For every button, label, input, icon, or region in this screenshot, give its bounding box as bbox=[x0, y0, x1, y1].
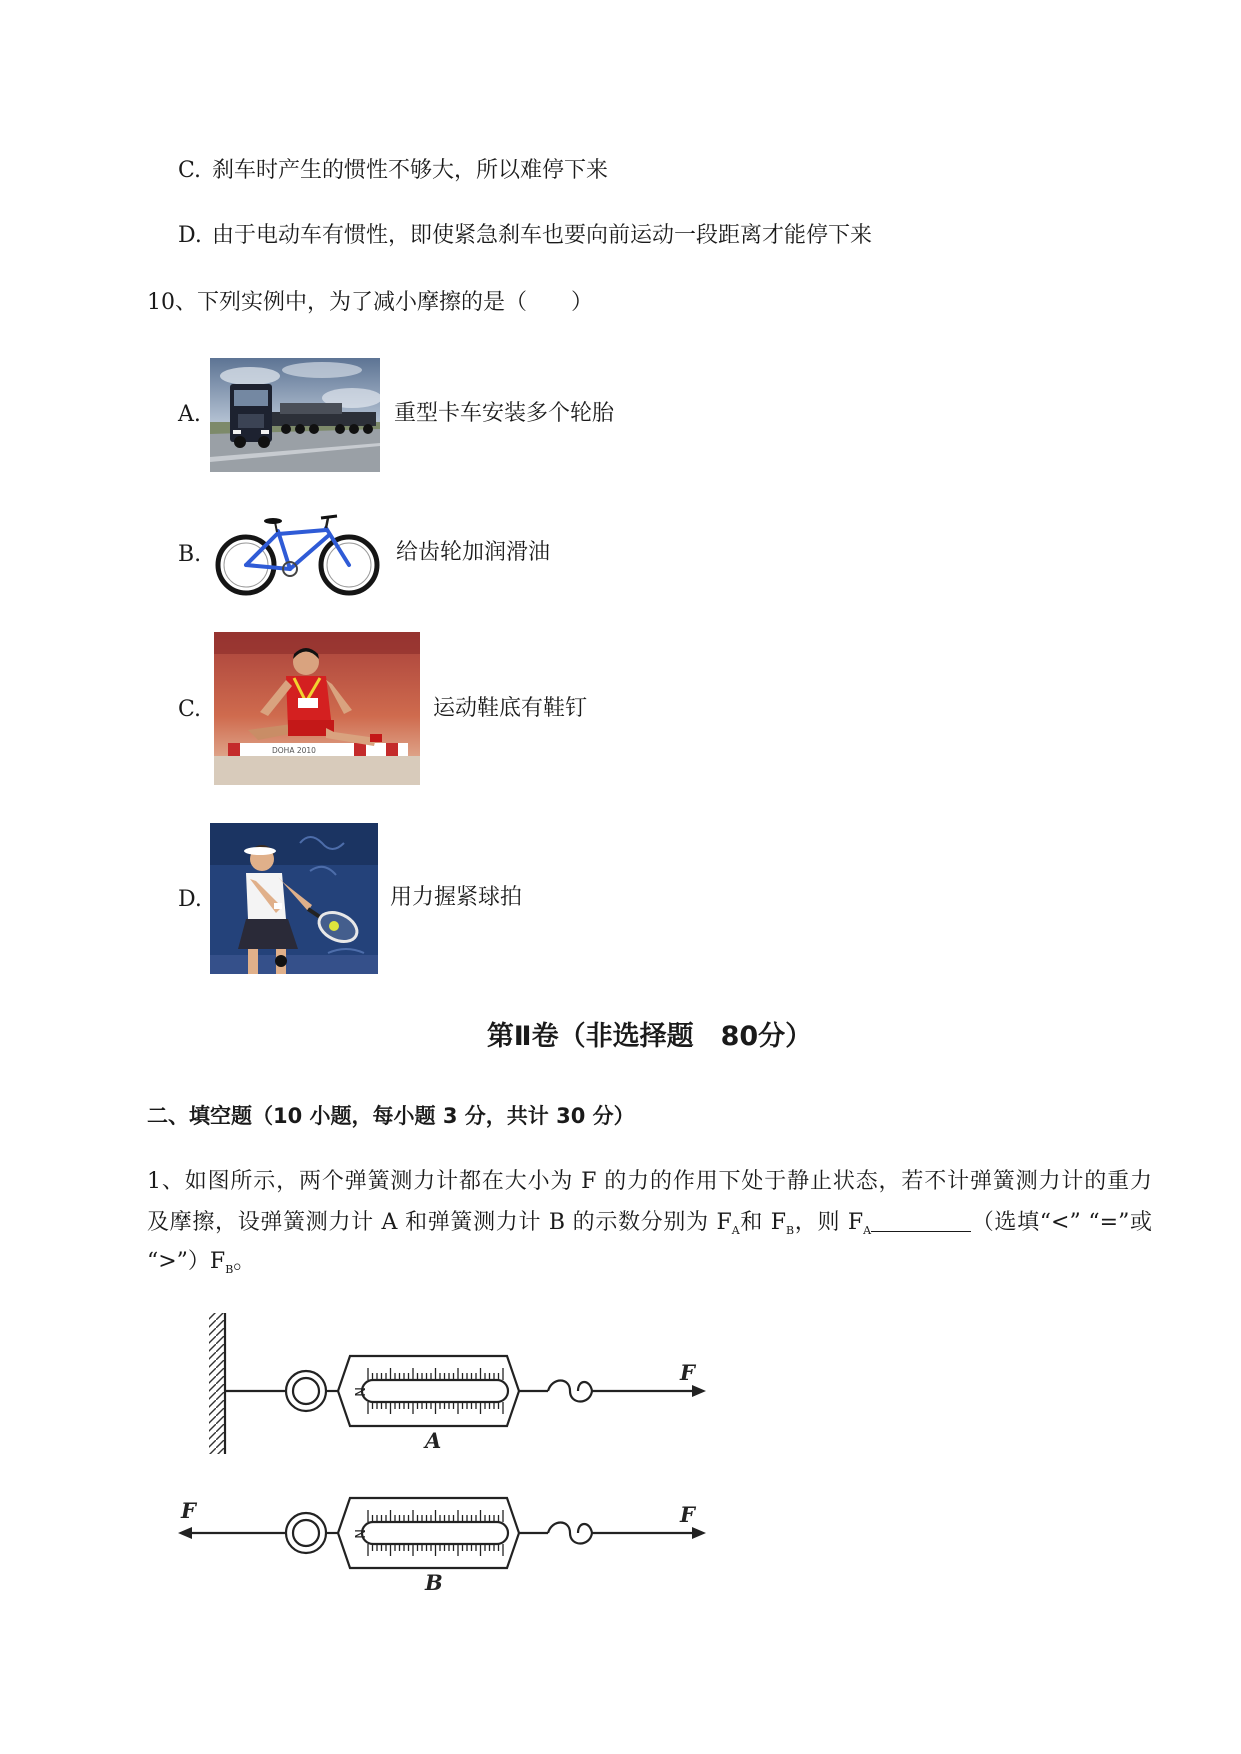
scale-ticks bbox=[368, 1510, 503, 1556]
q1-text-segment: （选填“<” “=”或 bbox=[971, 1210, 1152, 1235]
tennis-ball bbox=[329, 921, 339, 931]
q10-option-c-text: 运动鞋底有鞋钉 bbox=[433, 696, 588, 721]
force-label: F bbox=[680, 1502, 695, 1527]
question-1-line-2 bbox=[147, 1210, 1152, 1236]
q10-option-b-label: B. bbox=[178, 542, 202, 567]
scale-hook bbox=[548, 1381, 592, 1402]
crowd bbox=[214, 632, 420, 654]
subscript-a: A bbox=[731, 1224, 740, 1237]
scale-slot bbox=[362, 1380, 508, 1402]
subscript-b: B bbox=[225, 1263, 234, 1276]
answer-blank bbox=[871, 1211, 971, 1232]
scale-a-label: A bbox=[425, 1428, 442, 1453]
unit-label: N bbox=[351, 1387, 366, 1397]
q1-text-segment: 及摩擦，设弹簧测力计 A 和弹簧测力计 B 的示数分别为 F bbox=[147, 1210, 732, 1235]
hurdle bbox=[228, 743, 408, 756]
scale-ring-inner bbox=[293, 1520, 319, 1546]
force-label: F bbox=[680, 1360, 695, 1385]
q10-option-a-label: A. bbox=[178, 402, 201, 427]
force-label: F bbox=[181, 1498, 196, 1523]
force-arrow-head bbox=[178, 1527, 192, 1539]
section-heading-fill-blank: 二、填空题（10 小题，每小题 3 分，共计 30 分） bbox=[147, 1104, 635, 1128]
photo-background bbox=[210, 512, 385, 596]
q10-option-b-text: 给齿轮加润滑油 bbox=[396, 540, 551, 565]
tennis-player-photo bbox=[210, 823, 378, 974]
spring-scale-a bbox=[225, 1356, 706, 1453]
court-floor bbox=[210, 955, 378, 974]
option-d-text: 由于电动车有惯性，即使紧急刹车也要向前运动一段距离才能停下来 bbox=[212, 223, 873, 248]
spring-scale-b bbox=[178, 1498, 706, 1595]
scale-hook bbox=[548, 1523, 592, 1544]
q10-option-c-label: C. bbox=[178, 697, 202, 722]
q1-text-segment: ，则 F bbox=[794, 1210, 864, 1235]
q10-option-d-text: 用力握紧球拍 bbox=[390, 885, 523, 910]
force-arrow-head bbox=[692, 1527, 706, 1539]
q1-text-segment: “>”）F bbox=[147, 1249, 226, 1274]
scale-b-label: B bbox=[425, 1570, 443, 1595]
spring-scale-diagram bbox=[150, 1300, 730, 1600]
option-c-label: C. bbox=[178, 158, 202, 183]
force-arrow-head bbox=[692, 1385, 706, 1397]
question-1-line-1: 1、如图所示，两个弹簧测力计都在大小为 F 的力的作用下处于静止状态，若不计弹簧测力计的重力 bbox=[147, 1169, 1152, 1194]
scale-slot bbox=[362, 1522, 508, 1544]
q10-option-a-text: 重型卡车安装多个轮胎 bbox=[394, 401, 615, 426]
scale-ring-inner bbox=[293, 1378, 319, 1404]
hurdler-photo bbox=[214, 632, 420, 785]
arena-wall bbox=[210, 823, 378, 865]
q1-text-segment: 。 bbox=[233, 1249, 256, 1274]
wall bbox=[209, 1313, 225, 1454]
bicycle-photo bbox=[210, 512, 385, 596]
question-10-stem: 10、下列实例中，为了减小摩擦的是（ ） bbox=[147, 290, 593, 315]
option-c-text: 刹车时产生的惯性不够大，所以难停下来 bbox=[212, 158, 609, 183]
heavy-truck-photo bbox=[210, 358, 380, 472]
question-1-line-3 bbox=[147, 1249, 1152, 1275]
option-d-label: D. bbox=[178, 223, 202, 248]
truck-cab bbox=[230, 384, 272, 442]
q1-text-segment: 和 F bbox=[739, 1210, 786, 1235]
hurdle-banner-text: DOHA 2010 bbox=[272, 746, 316, 755]
part-2-title: 第Ⅱ卷（非选择题 80分） bbox=[486, 1021, 813, 1052]
subscript-a: A bbox=[863, 1224, 872, 1237]
unit-label: N bbox=[351, 1529, 366, 1539]
scale-ticks bbox=[368, 1368, 503, 1414]
q10-option-d-label: D. bbox=[178, 887, 202, 912]
track bbox=[214, 756, 420, 785]
subscript-b: B bbox=[786, 1224, 795, 1237]
